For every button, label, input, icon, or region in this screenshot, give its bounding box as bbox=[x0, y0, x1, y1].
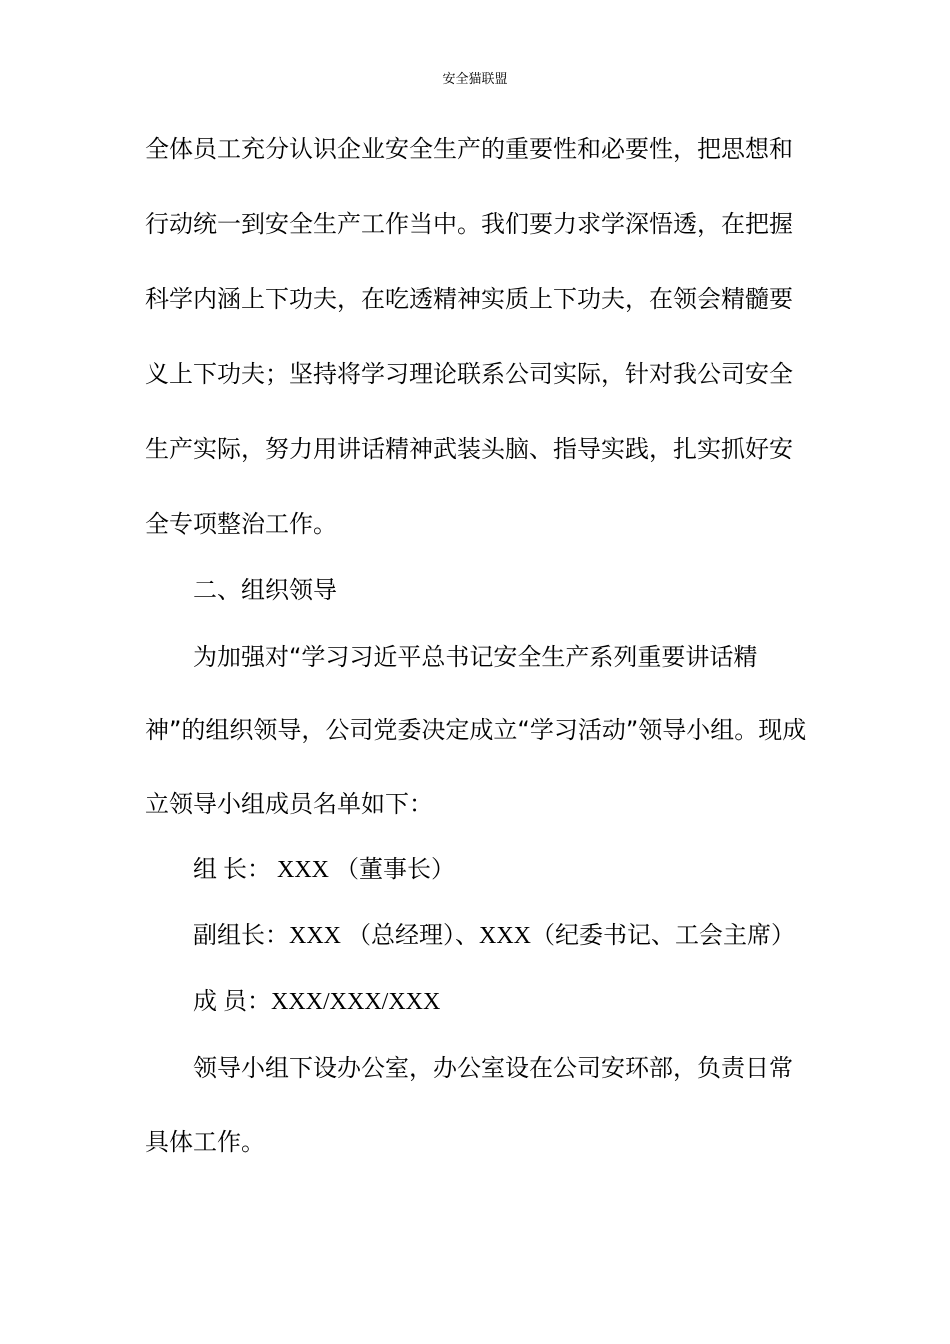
paragraph-2-line-1: 为加强对“学习习近平总书记安全生产系列重要讲话精 bbox=[193, 643, 758, 671]
paragraph-3-line-2: 具体工作。 bbox=[145, 1128, 265, 1156]
deputy-leader-line: 副组长：XXX （总经理）、XXX（纪委书记、工会主席） bbox=[193, 923, 795, 949]
members-line: 成 员：XXX/XXX/XXX bbox=[193, 989, 441, 1015]
paragraph-1-line-4: 义上下功夫；坚持将学习理论联系公司实际，针对我公司安全 bbox=[145, 360, 793, 388]
paragraph-2-line-2: 神”的组织领导，公司党委决定成立“学习活动”领导小组。现成 bbox=[145, 716, 807, 744]
leader-line: 组 长： XXX （董事长） bbox=[193, 857, 455, 883]
paragraph-2-line-3: 立领导小组成员名单如下： bbox=[145, 790, 433, 818]
page-header: 安全猫联盟 bbox=[442, 72, 508, 87]
paragraph-1-line-3: 科学内涵上下功夫，在吃透精神实质上下功夫，在领会精髓要 bbox=[145, 285, 793, 313]
section-heading: 二、组织领导 bbox=[193, 576, 337, 604]
paragraph-1-line-5: 生产实际，努力用讲话精神武装头脑、指导实践，扎实抓好安 bbox=[145, 435, 793, 463]
paragraph-1-line-1: 全体员工充分认识企业安全生产的重要性和必要性，把思想和 bbox=[145, 135, 793, 163]
paragraph-1-line-6: 全专项整治工作。 bbox=[145, 510, 337, 538]
paragraph-3-line-1: 领导小组下设办公室，办公室设在公司安环部，负责日常 bbox=[193, 1054, 793, 1082]
paragraph-1-line-2: 行动统一到安全生产工作当中。我们要力求学深悟透，在把握 bbox=[145, 210, 793, 238]
